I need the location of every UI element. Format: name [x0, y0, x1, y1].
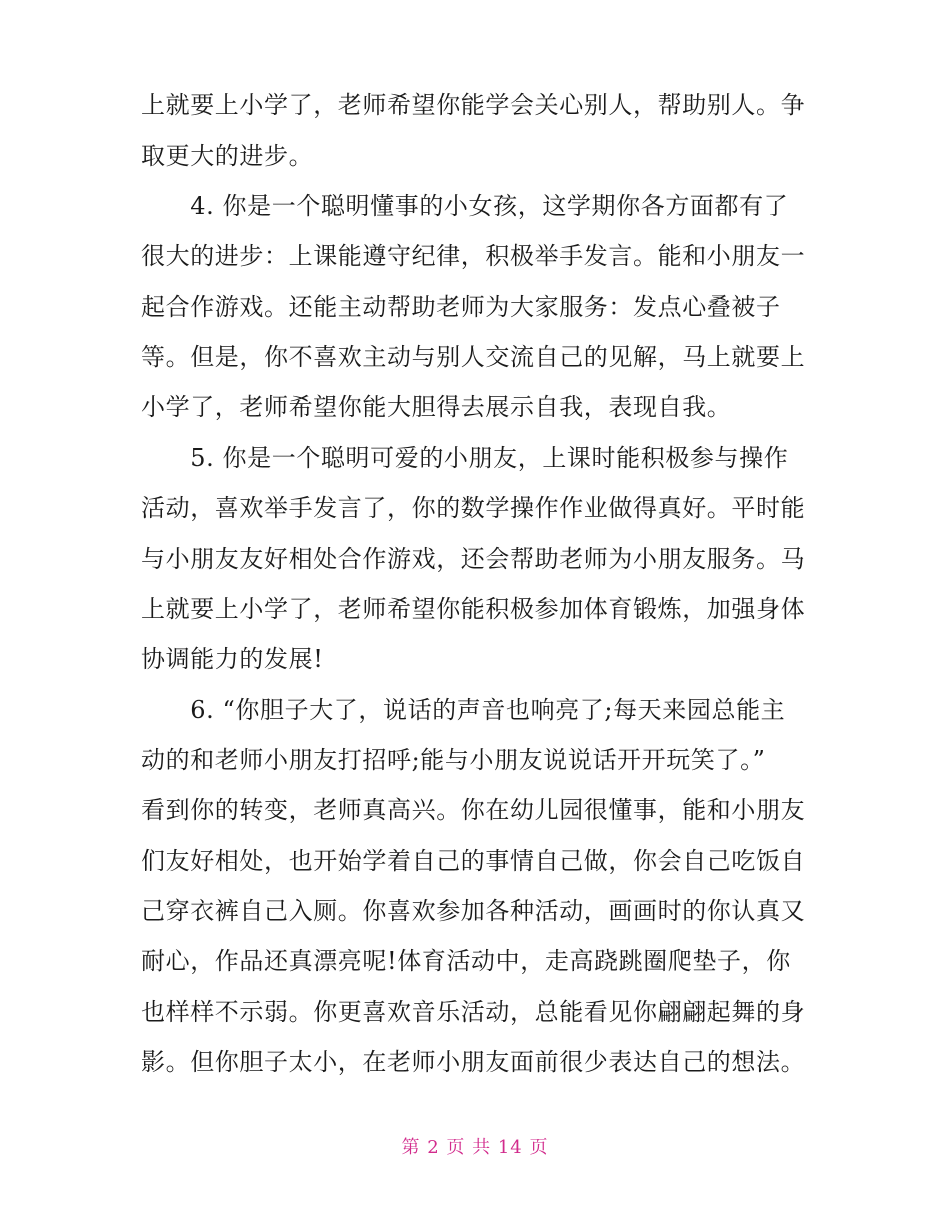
text-line: 动的和老师小朋友打招呼;能与小朋友说说话开开玩笑了。” — [141, 746, 766, 774]
text-line: 等。但是，你不喜欢主动与别人交流自己的见解，马上就要上 — [141, 343, 806, 371]
text-line: 耐心，作品还真漂亮呢!体育活动中，走高跷跳圈爬垫子，你 — [141, 947, 791, 975]
text-line: 上就要上小学了，老师希望你能积极参加体育锻炼，加强身体 — [141, 595, 806, 623]
text-line: 5. 你是一个聪明可爱的小朋友，上课时能积极参与操作 — [141, 444, 789, 472]
text-line: 也样样不示弱。你更喜欢音乐活动，总能看见你翩翩起舞的身 — [141, 998, 806, 1026]
text-line: 很大的进步：上课能遵守纪律，积极举手发言。能和小朋友一 — [141, 242, 806, 270]
text-line: 上就要上小学了，老师希望你能学会关心别人，帮助别人。争 — [141, 91, 806, 119]
text-line: 己穿衣裤自己入厕。你喜欢参加各种活动，画画时的你认真又 — [141, 897, 806, 925]
text-line: 与小朋友友好相处合作游戏，还会帮助老师为小朋友服务。马 — [141, 545, 806, 573]
text-line: 4. 你是一个聪明懂事的小女孩，这学期你各方面都有了 — [141, 192, 789, 220]
text-line: 协调能力的发展! — [141, 645, 324, 673]
text-line: 看到你的转变，老师真高兴。你在幼儿园很懂事，能和小朋友 — [141, 796, 806, 824]
text-line: 起合作游戏。还能主动帮助老师为大家服务：发点心叠被子 — [141, 293, 781, 321]
text-line: 影。但你胆子太小，在老师小朋友面前很少表达自己的想法。 — [141, 1048, 806, 1076]
text-line: 们友好相处，也开始学着自己的事情自己做，你会自己吃饭自 — [141, 847, 806, 875]
text-line: 6. “你胆子大了，说话的声音也响亮了;每天来园总能主 — [141, 696, 786, 724]
text-line: 活动，喜欢举手发言了，你的数学操作作业做得真好。平时能 — [141, 494, 806, 522]
page-number-footer: 第 2 页 共 14 页 — [401, 1137, 549, 1158]
text-line: 取更大的进步。 — [141, 142, 314, 170]
text-line: 小学了，老师希望你能大胆得去展示自我，表现自我。 — [141, 393, 732, 421]
